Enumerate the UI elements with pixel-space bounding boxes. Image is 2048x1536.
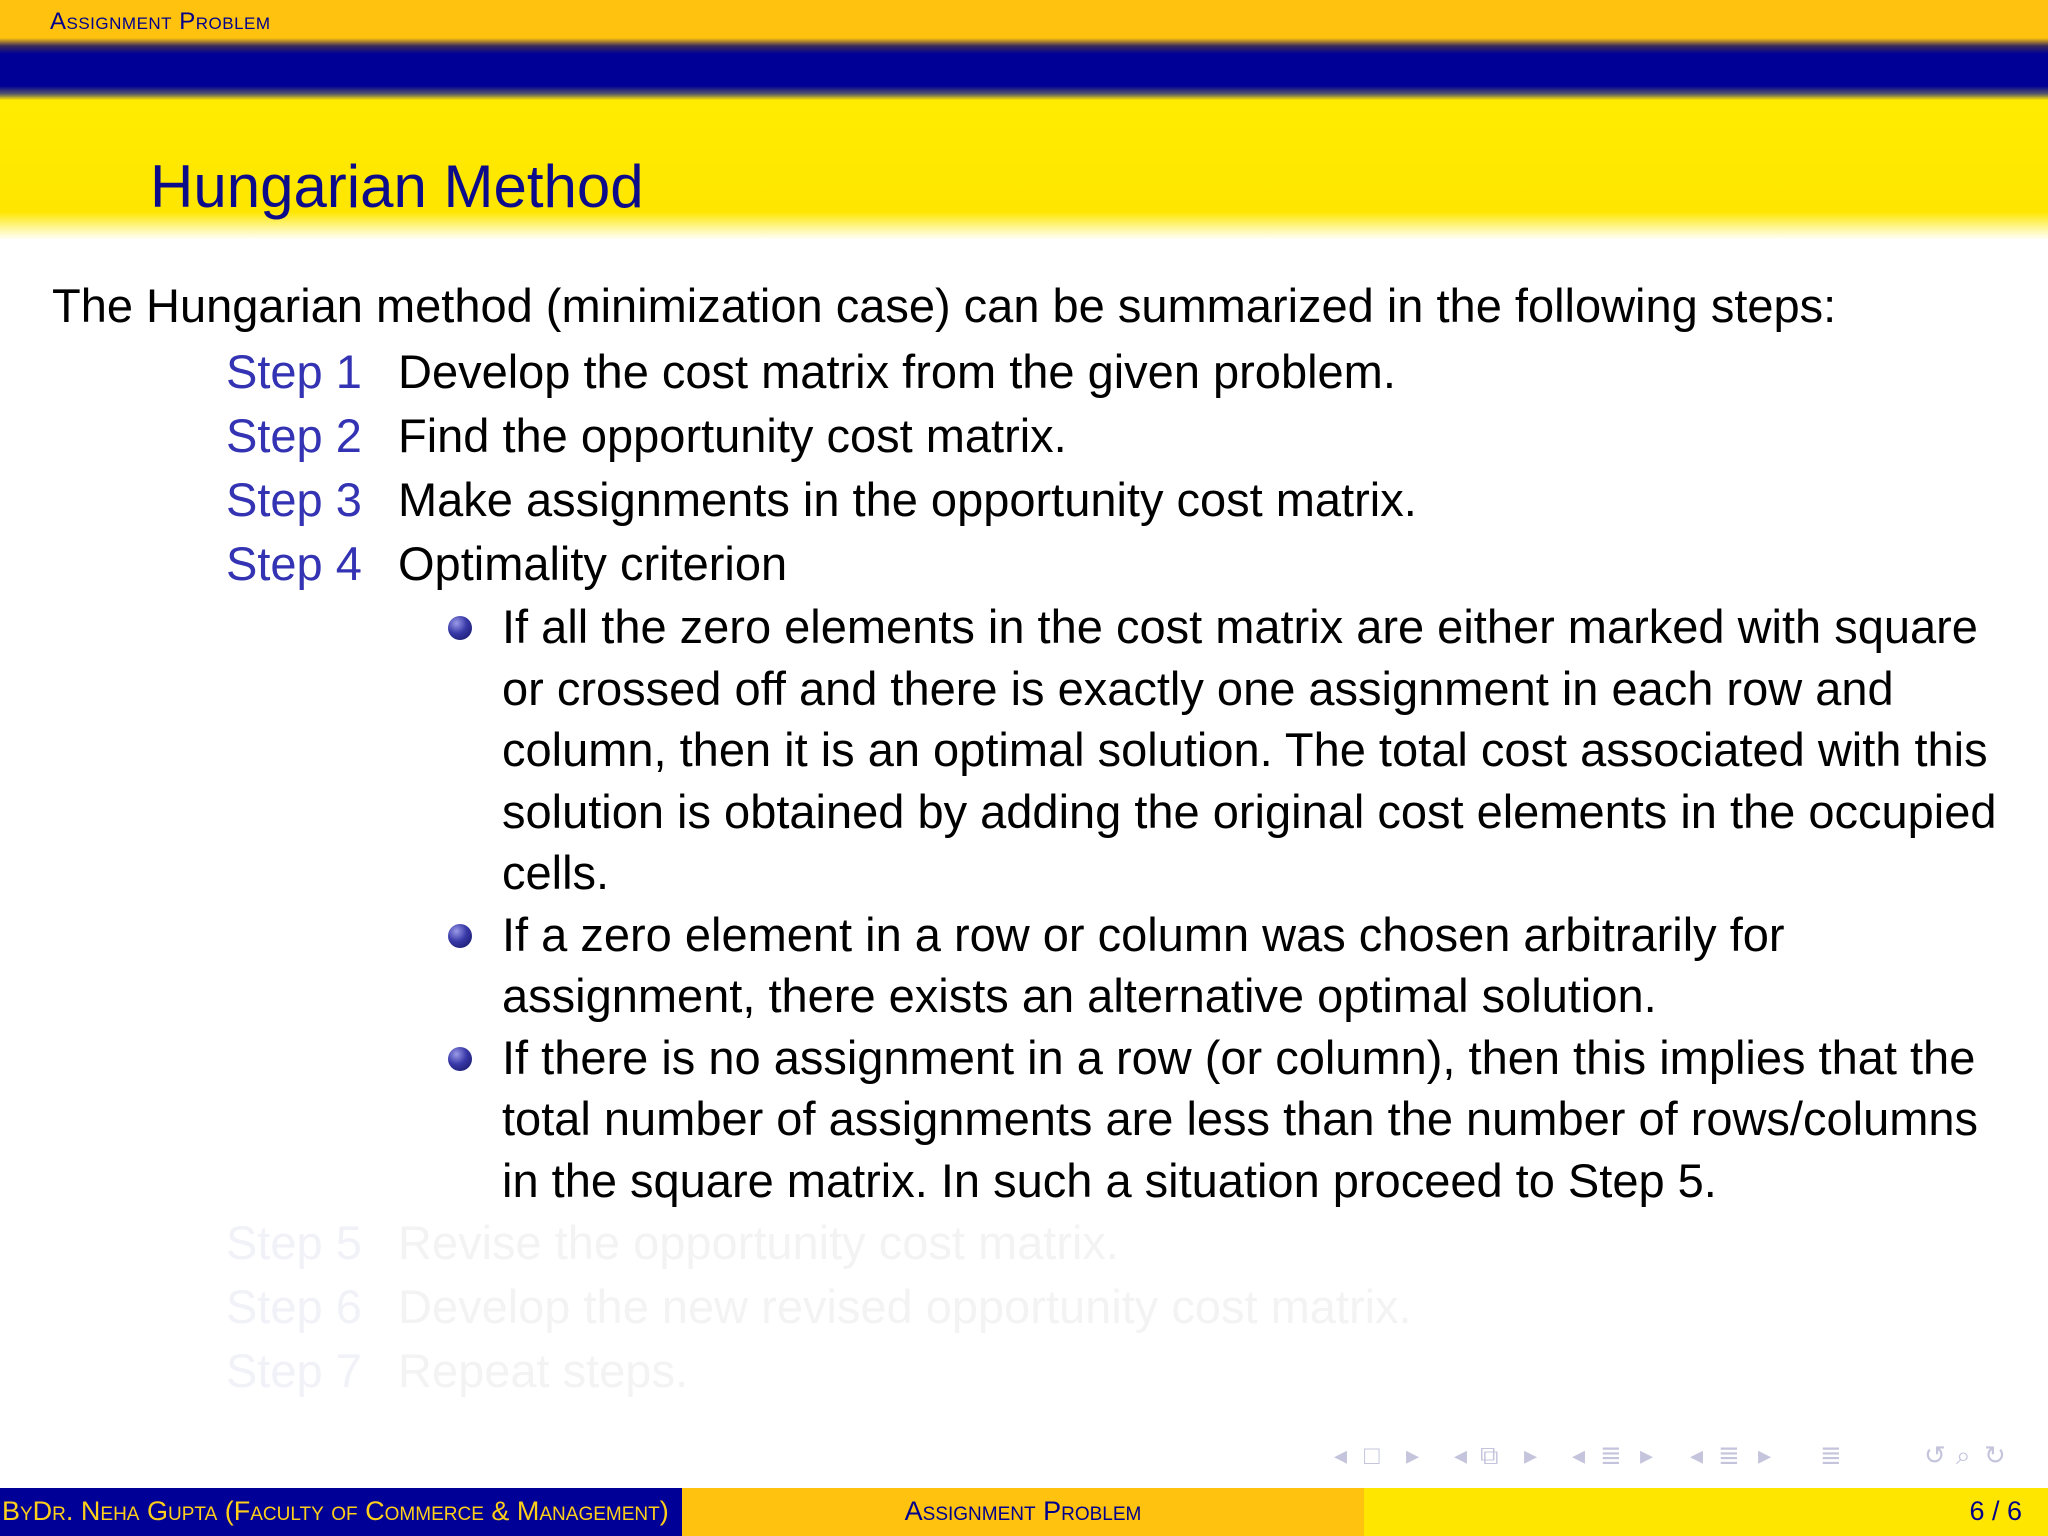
step-number: Step 5 <box>226 1216 362 1269</box>
step-item <box>0 340 2048 404</box>
page-title: Hungarian Method <box>150 153 644 220</box>
nav-forward-icon[interactable]: ↻ <box>1984 1440 2006 1470</box>
step-text: Revise the opportunity cost matrix. <box>398 1216 1119 1269</box>
nav-subsection-icon[interactable]: ≣ <box>1600 1440 1622 1470</box>
step-number: Step 4 <box>226 537 362 590</box>
intro-text: The Hungarian method (minimization case) can be summarized in the following steps: <box>52 279 1837 332</box>
bullet-icon <box>448 924 472 948</box>
nav-next-section-icon[interactable]: ▸ <box>1758 1440 1772 1470</box>
footer-bar <box>0 1488 2048 1536</box>
step-item-faded <box>0 1275 2048 1339</box>
nav-next-slide-icon[interactable]: ▸ <box>1406 1440 1420 1470</box>
step-item <box>0 532 2048 596</box>
page-number: 6 / 6 <box>1969 1496 2022 1526</box>
nav-search-icon[interactable]: ⌕ <box>1956 1440 1971 1470</box>
nav-next-subsection-icon[interactable]: ▸ <box>1640 1440 1654 1470</box>
navigation-controls <box>1330 1440 2030 1474</box>
step-item-faded <box>0 1211 2048 1275</box>
step-text: Develop the cost matrix from the given problem. <box>398 345 1396 398</box>
step-item <box>0 468 2048 532</box>
header-divider <box>0 38 2048 100</box>
list-item <box>0 904 2048 1027</box>
step-text: Make assignments in the opportunity cost matrix. <box>398 473 1417 526</box>
step-text: Develop the new revised opportunity cost matrix. <box>398 1280 1412 1333</box>
footer-author-text: ByDr. Neha Gupta (Faculty of Commerce & Management) <box>2 1496 669 1526</box>
bullet-text: If all the zero elements in the cost matrix are either marked with square or crossed off and there is exactly one assignment in each row and column, then it is an optimal solution. The total cost associated with this solution is obtained by adding the original cost elements in the occupied cells. <box>502 600 1997 899</box>
step-item-faded <box>0 1339 2048 1403</box>
nav-document-icon[interactable]: ≣ <box>1820 1440 1842 1470</box>
step-number: Step 2 <box>226 409 362 462</box>
steps-list <box>0 340 2048 1403</box>
footer-page <box>1364 1488 2048 1536</box>
nav-section-icon[interactable]: ≣ <box>1718 1440 1740 1470</box>
nav-slide-icon[interactable]: □ <box>1364 1440 1380 1470</box>
bullet-text: If there is no assignment in a row (or column), then this implies that the total number of assignments are less than the number of rows/columns in the square matrix. In such a situation proceed to Step 5. <box>502 1030 1979 1207</box>
nav-prev-subsection-icon[interactable]: ◂ <box>1572 1440 1586 1470</box>
step-number: Step 3 <box>226 473 362 526</box>
footer-title-text: Assignment Problem <box>904 1496 1142 1526</box>
bullet-icon <box>448 616 472 640</box>
nav-back-icon[interactable]: ↺ <box>1924 1440 1946 1470</box>
section-label: Assignment Problem <box>50 8 271 35</box>
step-text: Repeat steps. <box>398 1344 689 1397</box>
nav-prev-section-icon[interactable]: ◂ <box>1690 1440 1704 1470</box>
title-band <box>0 100 2048 240</box>
step-number: Step 6 <box>226 1280 362 1333</box>
nav-next-frame-icon[interactable]: ▸ <box>1524 1440 1538 1470</box>
headline-bar <box>0 0 2048 38</box>
step-item <box>0 404 2048 468</box>
nav-prev-frame-icon[interactable]: ◂ <box>1454 1440 1468 1470</box>
step-text: Find the opportunity cost matrix. <box>398 409 1067 462</box>
list-item <box>0 1027 2048 1212</box>
step-number: Step 1 <box>226 345 362 398</box>
bullet-text: If a zero element in a row or column was chosen arbitrarily for assignment, there exists an alternative optimal solution. <box>502 907 1785 1022</box>
step-number: Step 7 <box>226 1344 362 1397</box>
nav-prev-slide-icon[interactable]: ◂ <box>1334 1440 1348 1470</box>
footer-title <box>682 1488 1364 1536</box>
criteria-list <box>0 596 2048 1211</box>
footer-author <box>0 1488 682 1536</box>
list-item <box>0 596 2048 904</box>
bullet-icon <box>448 1047 472 1071</box>
step-text: Optimality criterion <box>398 537 788 590</box>
nav-frame-icon[interactable]: ⧉ <box>1480 1440 1499 1470</box>
